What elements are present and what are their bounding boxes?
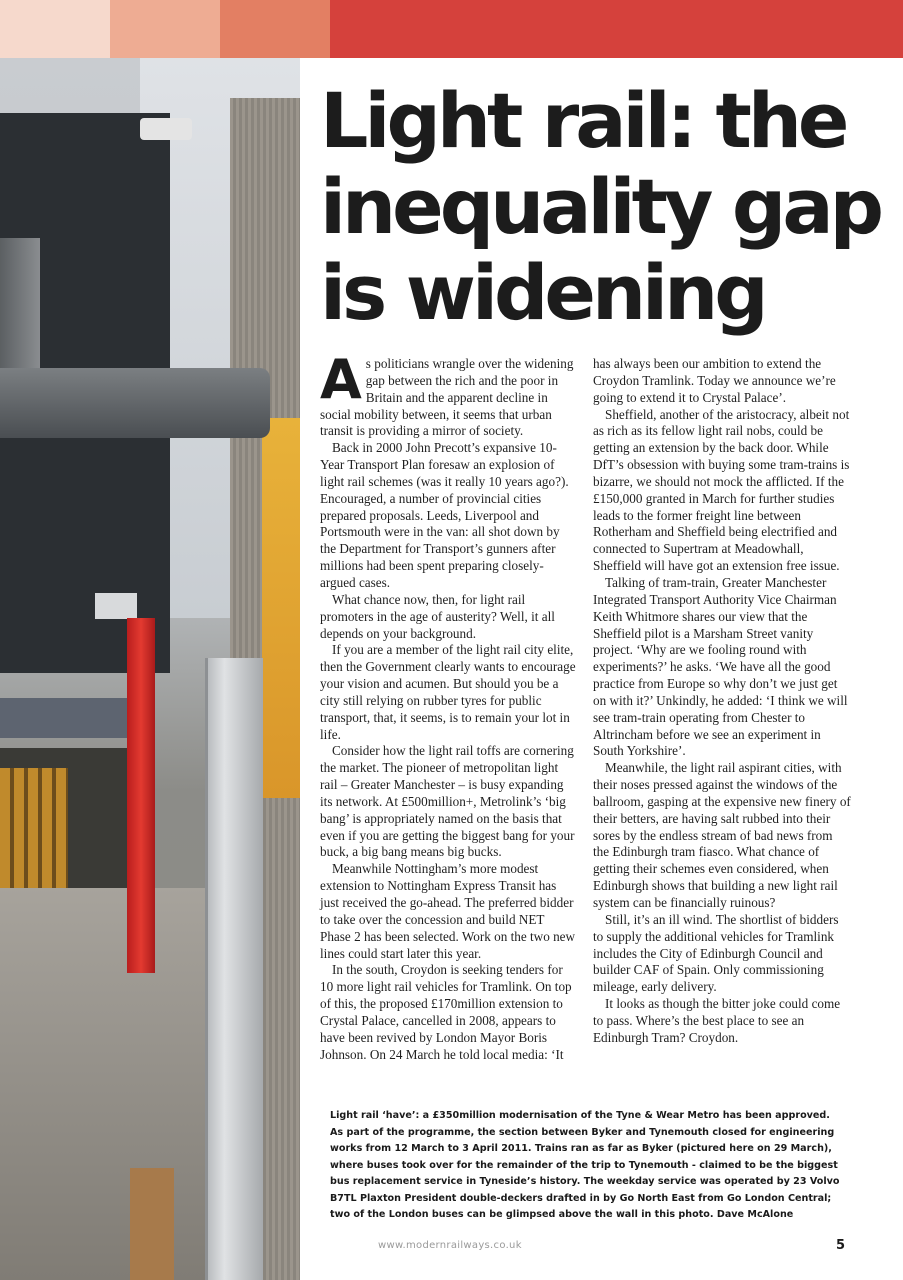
color-band-4 xyxy=(330,0,903,58)
paragraph: What chance now, then, for light rail promoters in the age of austerity? Well, it all depends on your background. xyxy=(320,591,555,641)
photo-platform xyxy=(0,888,230,1280)
article-column-1 xyxy=(320,348,578,1063)
paragraph: Still, it’s an ill wind. The shortlist of bidders to supply the additional vehicles for Tramlink includes the City of Edinburgh Council and builder CAF of Spain. Only commissioning mileage, early delivery. xyxy=(593,911,839,995)
paragraph: As politicians wrangle over the widening gap between the rich and the poor in Britain and the apparent decline in social mobility between, it seems that urban transit is providing a mirror of society. xyxy=(320,348,574,439)
article-column-2 xyxy=(593,356,851,1047)
paragraph: If you are a member of the light rail city elite, then the Government clearly wants to encourage your vision and acumen. But should you be a city still relying on rubber tyres for public transport, that, it seems, is to remain your lot in life. xyxy=(320,642,576,742)
paragraph: Sheffield, another of the aristocracy, albeit not as rich as its fellow light rail nobs, could be getting an extension by the back door. While DfT’s obsession with buying some tram-trains is bizarre, we should not mock the afflicted. If the £150,000 granted in March for further studies leads to the former freight line between Rotherham and Sheffield being electrified and connected to Supertram at Meadowhall, Sheffield will have got an extension free issue. xyxy=(593,406,850,574)
paragraph: Talking of tram-train, Greater Manchester Integrated Transport Authority Vice Chairman Keith Whitmore shares our view that the Sheffield pilot is a Marsham Street vanity project. ‘Why are we fooling round with experiments?’ he asks. ‘We have all the good practice from Europe so why don’t we just get on with it?’ Unkindly, he added: ‘I think we will see tram-train operating from Chester to Altrincham before we see an experiment in South Yorkshire’. xyxy=(593,574,848,759)
photo-train xyxy=(0,768,68,888)
paragraph: Consider how the light rail toffs are cornering the market. The pioneer of metropolitan light rail – Greater Manchester – is busy expanding its network. At £500million+, Metrolink’s ‘big bang’ is appropriately named on the basis that even if you are getting the biggest bang for your buck, a big bang means big bucks. xyxy=(320,743,575,860)
photo-lamp xyxy=(140,118,192,140)
metro-station-photo xyxy=(0,58,300,1280)
paragraph: Meanwhile, the light rail aspirant cities, with their noses pressed against the windows of the ballroom, gasping at the expensive new finery of their betters, are having salt rubbed into their sores by the endless stream of bad news from the Edinburgh tram fiasco. What chance of getting their schemes even considered, when Edinburgh shows that building a new light rail system can be financially ruinous? xyxy=(593,760,851,910)
paragraph: Meanwhile Nottingham’s more modest extension to Nottingham Express Transit has just received the go-ahead. The preferred bidder to take over the concession and build NET Phase 2 has been selected. Work on the two new lines could start later this year. xyxy=(320,861,576,961)
paragraph: Back in 2000 John Precott’s expansive 10-Year Transport Plan foresaw an explosion of light rail schemes (was it really 10 years ago?). Encouraged, a number of provincial cities prepared proposals. Leeds, Liverpool and Portsmouth were in the van: all shot down by the Department for Transport’s gunners after millions had been spent preparing closely-argued cases. xyxy=(320,440,569,590)
color-band-2 xyxy=(110,0,220,58)
color-band-3 xyxy=(220,0,330,58)
article-headline xyxy=(320,78,880,336)
headline-line-2: inequality gap xyxy=(320,162,881,251)
photo-caption: Light rail ‘have’: a £350million modernisation of the Tyne & Wear Metro has been approved. As part of the programme, the section between Byker and Tynemouth closed for engineering works from 12 March to 3 April 2011. Trains ran as far as Byker (pictured here on 29 March), where buses took over for the remainder of the trip to Tynemouth - claimed to be the biggest bus replacement service in Tyneside’s history. The weekday service was operated by 23 Volvo B7TL Plaxton President double-deckers drafted in by Go North East from Go London Central; two of the London buses can be glimpsed above the wall in this photo. Dave McAlone xyxy=(330,1110,840,1220)
headline-line-3: is widening xyxy=(320,248,765,337)
photo-yellow-panel xyxy=(262,418,300,798)
paragraph: has always been our ambition to extend the Croydon Tramlink. Today we announce we’re going to extend it to Crystal Palace’. xyxy=(593,356,836,405)
headline-line-1: Light rail: the xyxy=(320,76,846,165)
photo-red-pole xyxy=(127,618,155,973)
photo-wood-board xyxy=(130,1168,174,1280)
paragraph: In the south, Croydon is seeking tenders for 10 more light rail vehicles for Tramlink. On top of this, the proposed £170million extension to Crystal Palace, cancelled in 2008, appears to have been revived by London Mayor Boris Johnson. On 24 March he told local media: ‘It xyxy=(320,962,572,1062)
color-band-1 xyxy=(0,0,110,58)
page-number: 5 xyxy=(836,1238,846,1253)
footer-url: www.modernrailways.co.uk xyxy=(378,1240,522,1251)
photo-pipe-arm xyxy=(0,368,270,438)
paragraph: It looks as though the bitter joke could come to pass. Where’s the best place to see an Edinburgh Tram? Croydon. xyxy=(593,996,841,1045)
drop-cap: A xyxy=(320,348,362,411)
photo-signal-plate xyxy=(95,593,137,619)
photo-glass-door xyxy=(205,658,263,1280)
color-band-header xyxy=(0,0,903,58)
